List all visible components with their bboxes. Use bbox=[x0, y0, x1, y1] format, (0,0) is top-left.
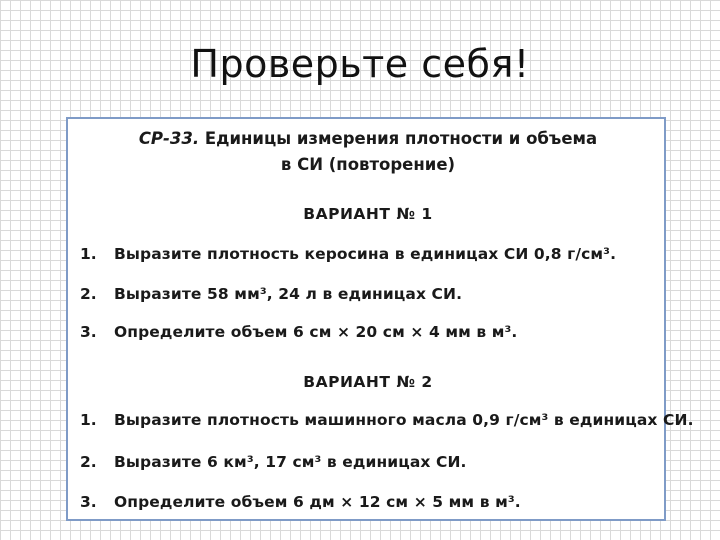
worksheet-heading-line1 bbox=[68, 129, 668, 148]
task-text: Определите объем 6 дм × 12 см × 5 мм в м³. bbox=[114, 493, 521, 511]
variant-1-task-1 bbox=[80, 245, 660, 263]
worksheet-title-line1: Единицы измерения плотности и объема bbox=[204, 129, 598, 148]
variant-1-title: ВАРИАНТ № 1 bbox=[303, 205, 433, 223]
variant-2-task-3 bbox=[80, 493, 660, 511]
variant-2-task-2 bbox=[80, 453, 660, 471]
variant-2-task-1 bbox=[80, 411, 694, 429]
task-number: 3. bbox=[80, 493, 97, 511]
task-number: 2. bbox=[80, 453, 97, 471]
task-text: Выразите 58 мм³, 24 л в единицах СИ. bbox=[114, 285, 463, 303]
task-number: 2. bbox=[80, 285, 97, 303]
slide-title: Проверьте себя! bbox=[190, 42, 530, 86]
task-text: Выразите плотность машинного масла 0,9 г/см³ в единицах СИ. bbox=[114, 411, 694, 429]
task-text: Выразите 6 км³, 17 см³ в единицах СИ. bbox=[114, 453, 467, 471]
variant-2-title: ВАРИАНТ № 2 bbox=[303, 373, 433, 391]
variant-1-task-2 bbox=[80, 285, 660, 303]
worksheet-title-line2: в СИ (повторение) bbox=[280, 155, 456, 174]
task-number: 3. bbox=[80, 323, 97, 341]
task-text: Определите объем 6 см × 20 см × 4 мм в м³. bbox=[114, 323, 518, 341]
variant-1-task-3 bbox=[80, 323, 660, 341]
task-number: 1. bbox=[80, 411, 97, 429]
worksheet-code: СР-33. bbox=[138, 129, 200, 148]
task-number: 1. bbox=[80, 245, 97, 263]
worksheet-scan bbox=[66, 117, 694, 521]
task-text: Выразите плотность керосина в единицах СИ 0,8 г/см³. bbox=[114, 245, 617, 263]
